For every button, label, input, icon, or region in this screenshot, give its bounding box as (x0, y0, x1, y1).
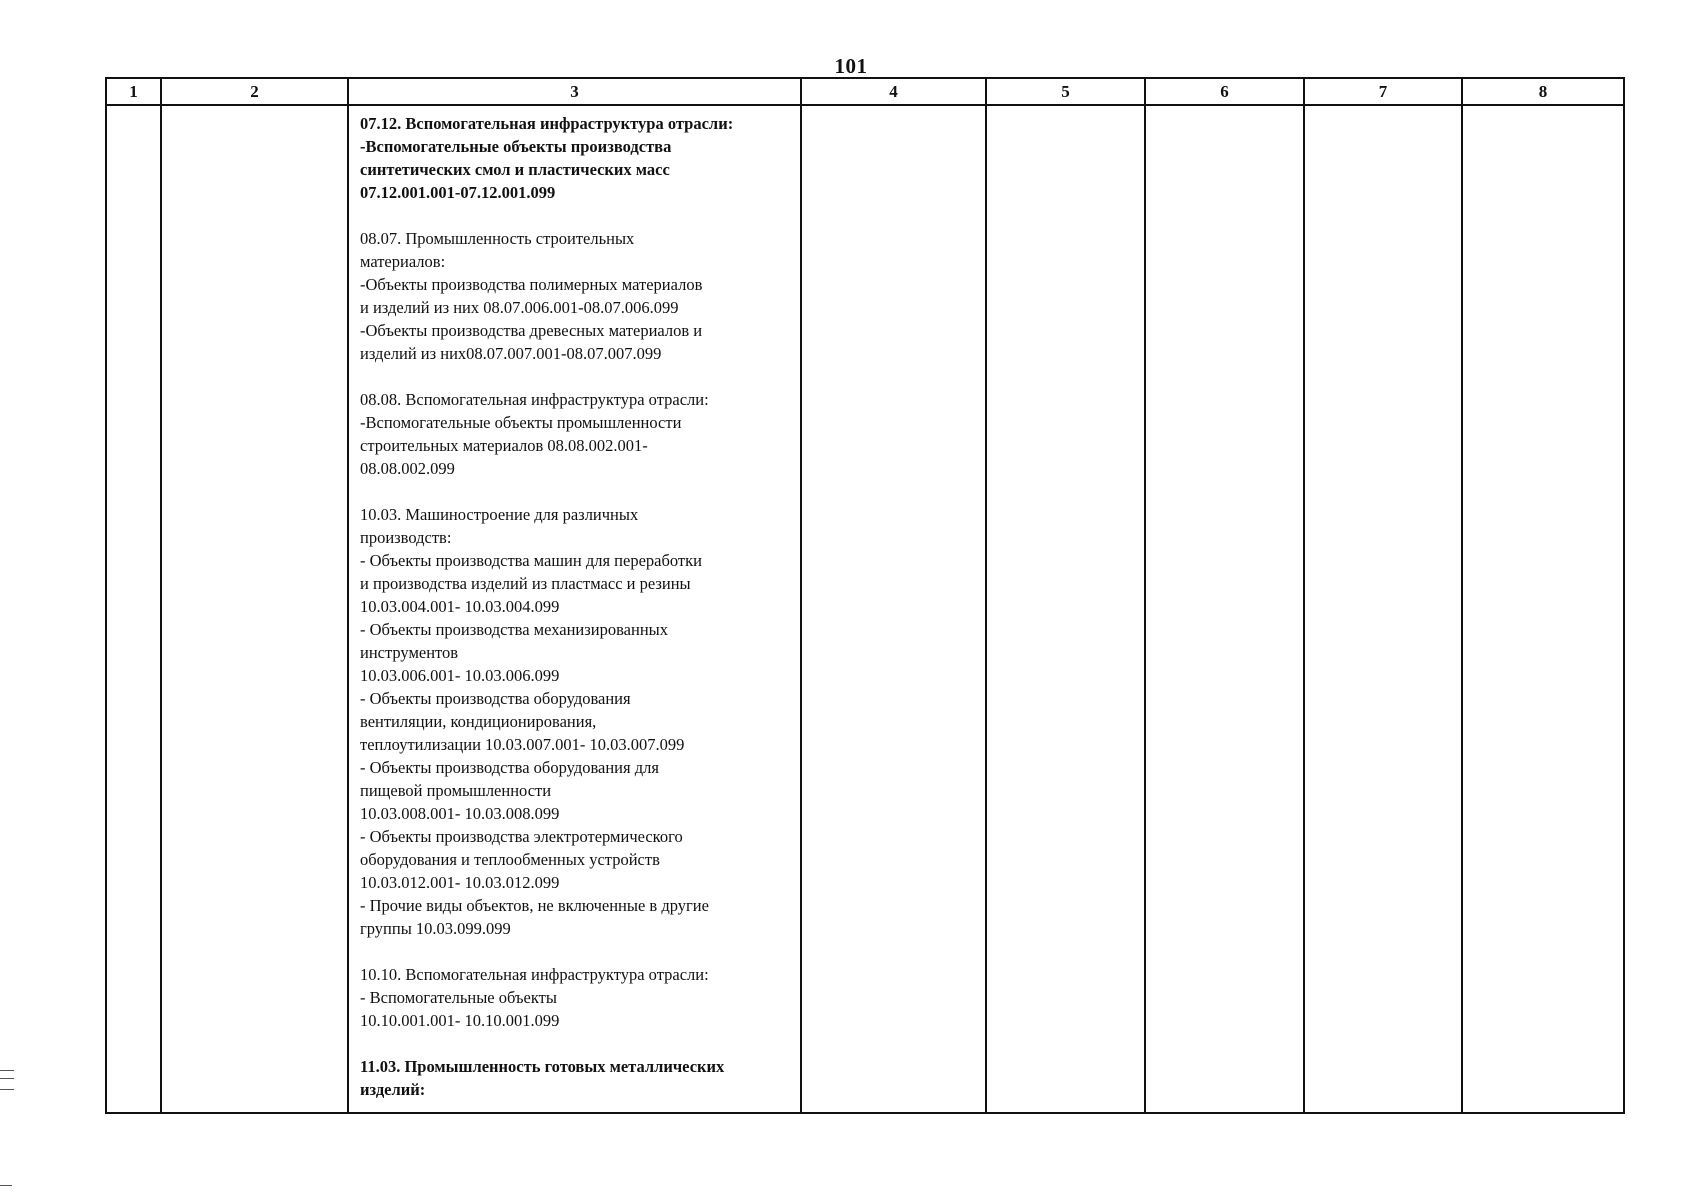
text-line: 10.03.008.001- 10.03.008.099 (360, 804, 560, 823)
text-line: и производства изделий из пластмасс и резины (360, 574, 691, 593)
text-line: вентиляции, кондиционирования, (360, 712, 597, 731)
object-list (349, 106, 800, 1112)
text-line: инструментов (360, 643, 459, 662)
text-line: теплоутилизации 10.03.007.001- 10.03.007.099 (360, 735, 685, 754)
section-block (360, 388, 794, 480)
cell-col-5 (986, 105, 1145, 1113)
text-line: -Объекты производства полимерных материалов (360, 275, 703, 294)
text-line: 11.03. Промышленность готовых металлических (360, 1057, 725, 1076)
section-block (360, 227, 794, 365)
text-line: -Объекты производства древесных материалов и (360, 321, 703, 340)
cell-col-6 (1145, 105, 1304, 1113)
document-table (105, 77, 1625, 1114)
text-line: 10.03. Машиностроение для различных (360, 505, 639, 524)
text-line: изделий из них08.07.007.001-08.07.007.099 (360, 344, 662, 363)
text-line: - Прочие виды объектов, не включенные в другие (360, 896, 709, 915)
text-line: 07.12.001.001-07.12.001.099 (360, 183, 556, 202)
header-col-7: 7 (1304, 78, 1462, 105)
text-line: - Объекты производства электротермического (360, 827, 683, 846)
table-row (106, 105, 1624, 1113)
text-line: изделий: (360, 1080, 426, 1099)
cell-col-7 (1304, 105, 1462, 1113)
text-line: 10.03.012.001- 10.03.012.099 (360, 873, 560, 892)
section-gap (360, 1032, 794, 1055)
text-line: - Объекты производства механизированных (360, 620, 668, 639)
page-number: 101 (834, 54, 868, 78)
header-col-1: 1 (106, 78, 161, 105)
text-line: -Вспомогательные объекты производства (360, 137, 672, 156)
header-col-4: 4 (801, 78, 986, 105)
section-gap (360, 204, 794, 227)
text-line: 10.03.004.001- 10.03.004.099 (360, 597, 560, 616)
section-gap (360, 480, 794, 503)
text-line: синтетических смол и пластических масс (360, 160, 670, 179)
text-line: 07.12. Вспомогательная инфраструктура отрасли: (360, 114, 734, 133)
header-row (106, 78, 1624, 105)
section-block (360, 1055, 794, 1101)
section-block (360, 963, 794, 1032)
header-col-5: 5 (986, 78, 1145, 105)
text-line: 10.10.001.001- 10.10.001.099 (360, 1011, 560, 1030)
cell-col-8 (1462, 105, 1624, 1113)
section-gap (360, 365, 794, 388)
text-line: - Объекты производства оборудования (360, 689, 631, 708)
header-col-3: 3 (348, 78, 801, 105)
header-col-2: 2 (161, 78, 348, 105)
text-line: пищевой промышленности (360, 781, 552, 800)
section-gap (360, 940, 794, 963)
header-col-8: 8 (1462, 78, 1624, 105)
cell-col-3 (348, 105, 801, 1113)
text-line: и изделий из них 08.07.006.001-08.07.006.099 (360, 298, 679, 317)
text-line: - Объекты производства машин для переработки (360, 551, 702, 570)
section-block (360, 112, 794, 204)
cell-col-1 (106, 105, 161, 1113)
text-line: 08.07. Промышленность строительных (360, 229, 635, 248)
section-block (360, 503, 794, 940)
cell-col-2 (161, 105, 348, 1113)
margin-mark (0, 1070, 14, 1090)
text-line: - Вспомогательные объекты (360, 988, 557, 1007)
text-line: группы 10.03.099.099 (360, 919, 511, 938)
text-line: 08.08. Вспомогательная инфраструктура отрасли: (360, 390, 709, 409)
text-line: 10.10. Вспомогательная инфраструктура отрасли: (360, 965, 709, 984)
text-line: производств: (360, 528, 452, 547)
text-line: 10.03.006.001- 10.03.006.099 (360, 666, 560, 685)
margin-dash (0, 1185, 12, 1186)
cell-col-4 (801, 105, 986, 1113)
header-col-6: 6 (1145, 78, 1304, 105)
text-line: -Вспомогательные объекты промышленности (360, 413, 682, 432)
text-line: - Объекты производства оборудования для (360, 758, 659, 777)
text-line: 08.08.002.099 (360, 459, 455, 478)
text-line: строительных материалов 08.08.002.001- (360, 436, 648, 455)
text-line: материалов: (360, 252, 446, 271)
text-line: оборудования и теплообменных устройств (360, 850, 660, 869)
